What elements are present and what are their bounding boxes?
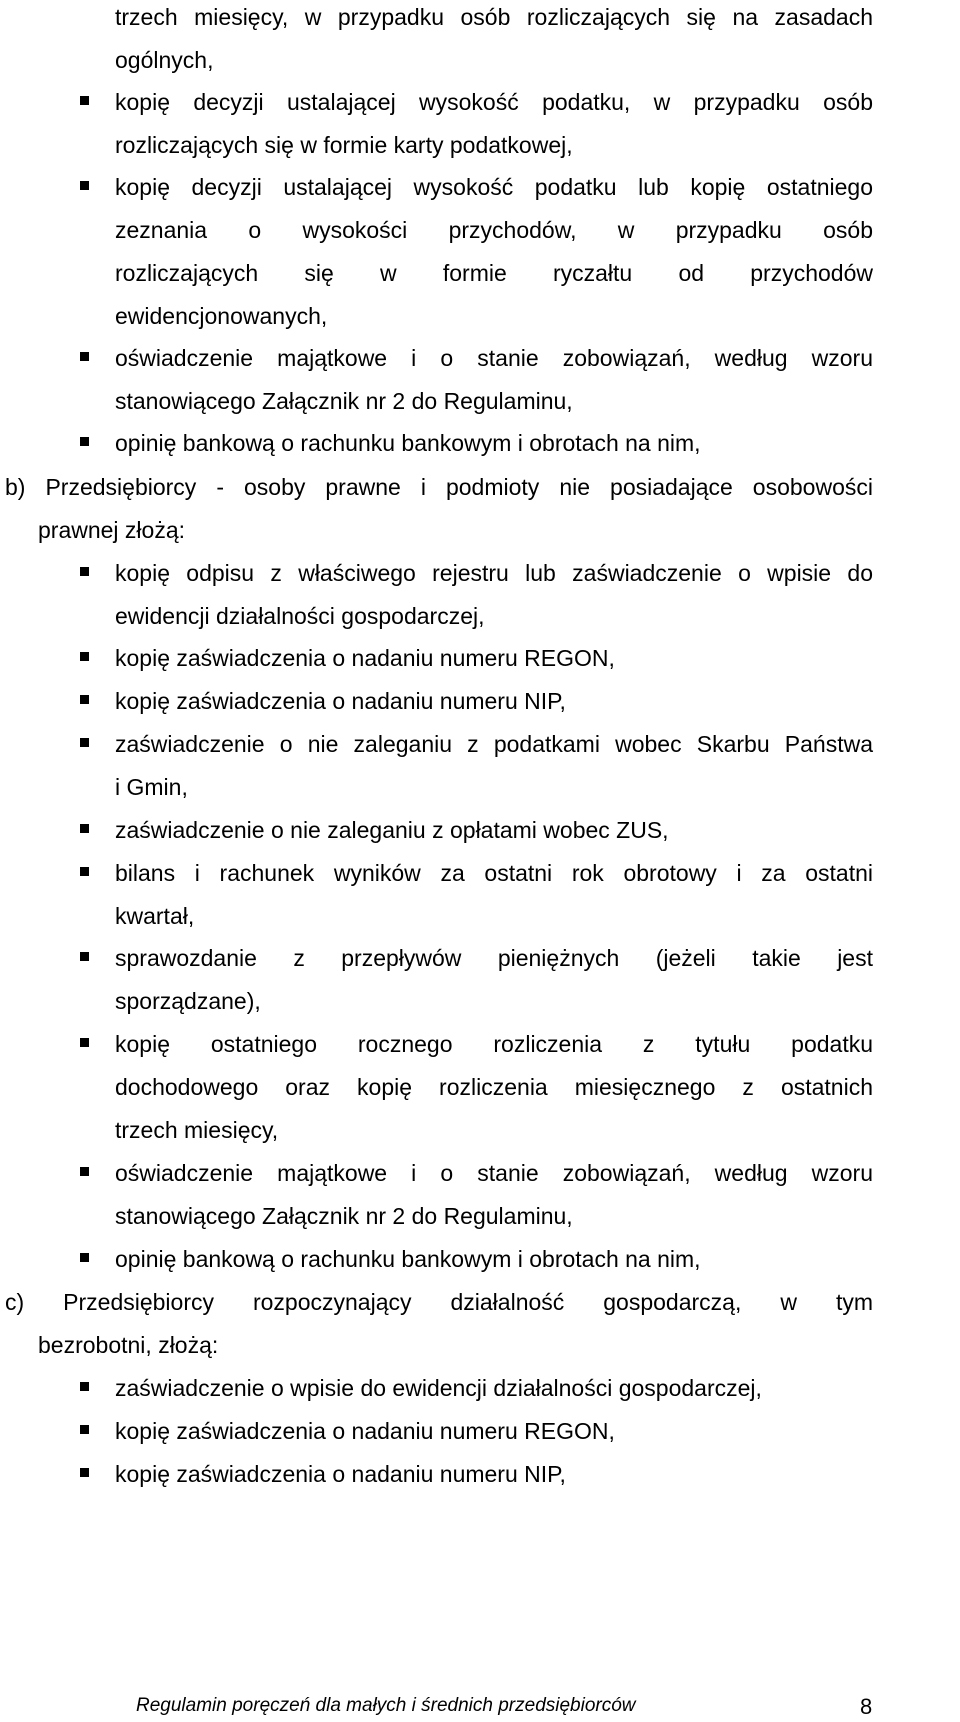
text-line: oświadczenie majątkowe i o stanie zobowiązań, według wzoru (115, 1160, 873, 1186)
bullet-icon (80, 738, 89, 747)
text-line: bezrobotni, złożą: (38, 1332, 219, 1358)
text-line: kopię decyzji ustalającej wysokość podatku lub kopię ostatniego (115, 174, 873, 200)
text-line: zeznania o wysokości przychodów, w przypadku osób (115, 217, 873, 243)
text-line: stanowiącego Załącznik nr 2 do Regulaminu, (115, 1203, 573, 1229)
text-line: prawnej złożą: (38, 517, 186, 543)
text-line: i Gmin, (115, 774, 188, 800)
bullet-icon (80, 952, 89, 961)
bullet-icon (80, 824, 89, 833)
text-line: oświadczenie majątkowe i o stanie zobowiązań, według wzoru (115, 345, 873, 371)
bullet-icon (80, 181, 89, 190)
text-line: rozliczających się w formie karty podatkowej, (115, 132, 573, 158)
text-line: kopię decyzji ustalającej wysokość podatku, w przypadku osób (115, 89, 873, 115)
text-line: kopię zaświadczenia o nadaniu numeru NIP, (115, 1461, 566, 1487)
text-line: zaświadczenie o wpisie do ewidencji działalności gospodarczej, (115, 1375, 762, 1401)
bullet-icon (80, 567, 89, 576)
bullet-icon (80, 352, 89, 361)
bullet-icon (80, 1253, 89, 1262)
bullet-icon (80, 1038, 89, 1047)
bullet-icon (80, 652, 89, 661)
text-line: dochodowego oraz kopię rozliczenia miesięcznego z ostatnich (115, 1074, 873, 1100)
page-number: 8 (860, 1694, 873, 1719)
text-line: ogólnych, (115, 47, 214, 73)
bullet-icon (80, 867, 89, 876)
bullet-icon (80, 437, 89, 446)
text-line: ewidencjonowanych, (115, 303, 328, 329)
bullet-icon (80, 695, 89, 704)
text-line: kopię ostatniego rocznego rozliczenia z tytułu podatku (115, 1031, 873, 1057)
text-line: opinię bankową o rachunku bankowym i obrotach na nim, (115, 1246, 701, 1272)
text-line: kopię zaświadczenia o nadaniu numeru REGON, (115, 1418, 615, 1444)
text-line: kopię zaświadczenia o nadaniu numeru REGON, (115, 645, 615, 671)
text-line: sprawozdanie z przepływów pieniężnych (jeżeli takie jest (115, 945, 873, 971)
bullet-icon (80, 1425, 89, 1434)
text-line: stanowiącego Załącznik nr 2 do Regulaminu, (115, 388, 573, 414)
text-line: ewidencji działalności gospodarczej, (115, 603, 485, 629)
text-line: rozliczających się w formie ryczałtu od przychodów (115, 260, 873, 286)
text-line: kopię odpisu z właściwego rejestru lub zaświadczenie o wpisie do (115, 560, 873, 586)
section-heading-c: c) Przedsiębiorcy rozpoczynający działalność gospodarczą, w tym (5, 1289, 873, 1315)
bullet-icon (80, 1167, 89, 1176)
text-line: trzech miesięcy, (115, 1117, 279, 1143)
bullet-icon (80, 1468, 89, 1477)
text-line: sporządzane), (115, 988, 261, 1014)
text-line: zaświadczenie o nie zaleganiu z podatkami wobec Skarbu Państwa (115, 731, 873, 757)
text-line: kwartał, (115, 903, 195, 929)
footer-title: Regulamin poręczeń dla małych i średnich przedsiębiorców (136, 1695, 636, 1716)
text-line: zaświadczenie o nie zaleganiu z opłatami wobec ZUS, (115, 817, 669, 843)
text-line: trzech miesięcy, w przypadku osób rozliczających się na zasadach (115, 4, 873, 30)
bullet-icon (80, 1382, 89, 1391)
text-line: kopię zaświadczenia o nadaniu numeru NIP, (115, 688, 566, 714)
text-line: bilans i rachunek wyników za ostatni rok obrotowy i za ostatni (115, 860, 873, 886)
text-line: opinię bankową o rachunku bankowym i obrotach na nim, (115, 430, 701, 456)
section-heading-b: b) Przedsiębiorcy - osoby prawne i podmioty nie posiadające osobowości (5, 474, 873, 500)
bullet-icon (80, 96, 89, 105)
